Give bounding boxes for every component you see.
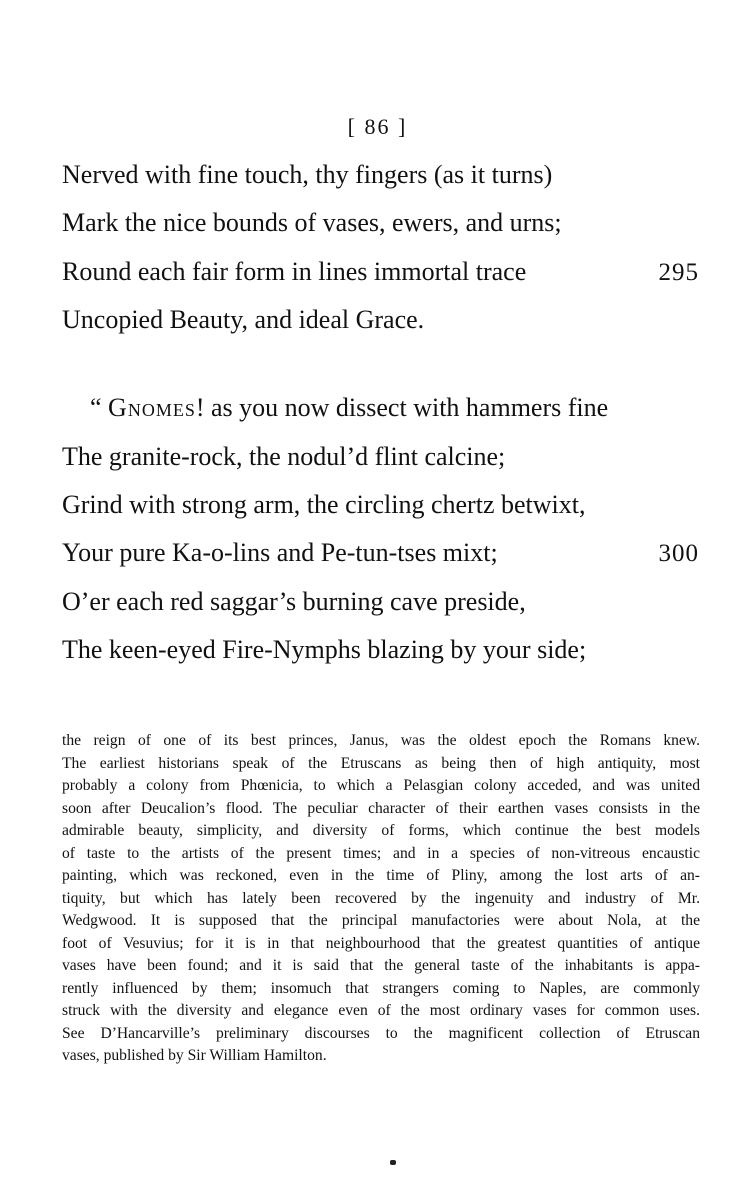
page-number: [ 86 ] xyxy=(347,114,408,139)
footnote-line: struck with the diversity and elegance even of the most ordinary vases for common uses. xyxy=(62,1002,700,1019)
line-number: 300 xyxy=(658,540,699,567)
verse-line: Grind with strong arm, the circling chertz betwixt, xyxy=(62,490,586,519)
footnote-line: vases, published by Sir William Hamilton. xyxy=(62,1047,327,1064)
verse-line: The granite-rock, the nodul’d flint calcine; xyxy=(62,442,506,471)
verse-line: Uncopied Beauty, and ideal Grace. xyxy=(62,305,425,334)
verse-line: Your pure Ka-o-lins and Pe-tun-tses mixt; xyxy=(62,538,498,567)
verse-line: The keen-eyed Fire-Nymphs blazing by your side; xyxy=(62,635,587,664)
footnote-line: The earliest historians speak of the Etruscans as being then of high antiquity, most xyxy=(62,754,700,772)
verse-line: Mark the nice bounds of vases, ewers, and urns; xyxy=(62,208,562,237)
footnote-line: tiquity, but which has lately been recovered by the ingenuity and industry of Mr. xyxy=(62,889,700,907)
footnote-line: of taste to the artists of the present times; and in a species of non-vitreous encaustic xyxy=(62,844,700,862)
verse-line xyxy=(90,393,608,423)
verse-line: O’er each red saggar’s burning cave preside, xyxy=(62,587,526,616)
footnote-line: painting, which was reckoned, even in the time of Pliny, among the lost arts of an- xyxy=(62,867,700,884)
footnote-line: Wedgwood. It is supposed that the principal manufactories were about Nola, at the xyxy=(62,912,700,929)
footnote-line: soon after Deucalion’s flood. The peculiar character of their earthen vases consists in the xyxy=(62,799,700,817)
footnote-line: the reign of one of its best princes, Janus, was the oldest epoch the Romans knew. xyxy=(62,732,700,749)
ink-dot xyxy=(390,1160,396,1165)
footnote-line: admirable beauty, simplicity, and diversity of forms, which continue the best models xyxy=(62,822,700,839)
first-line-rest: ! as you now dissect with hammers fine xyxy=(195,393,609,422)
footnote-line: See D’Hancarville’s preliminary discourses to the magnificent collection of Etruscan xyxy=(62,1024,700,1042)
verse-line: Nerved with fine touch, thy fingers (as it turns) xyxy=(62,160,553,189)
footnote-line: rently influenced by them; insomuch that strangers coming to Naples, are commonly xyxy=(62,979,700,997)
footnote-line: foot of Vesuvius; for it is in that neighbourhood that the greatest quantities of antique xyxy=(62,934,700,952)
verse-line: Round each fair form in lines immortal trace xyxy=(62,257,527,286)
gnomes-smallcaps: Gnomes xyxy=(108,393,196,422)
open-quote: “ xyxy=(90,393,109,422)
footnote-line: probably a colony from Phœnicia, to which a Pelasgian colony acceded, and was united xyxy=(62,777,700,794)
line-number: 295 xyxy=(658,259,699,286)
footnote xyxy=(62,730,700,1068)
footnote-line: vases have been found; and it is said that the general taste of the inhabitants is appa- xyxy=(62,957,700,974)
